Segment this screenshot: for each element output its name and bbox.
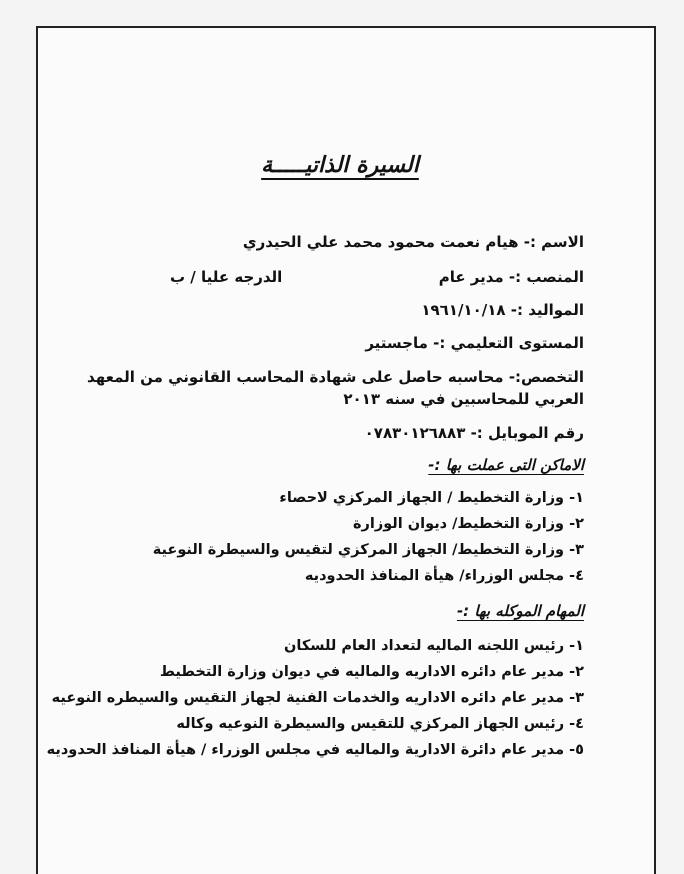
workplace-item-3: ٣- وزارة التخطيط/ الجهاز المركزي لتقيس والسيطرة النوعية <box>152 542 584 558</box>
task-item-1: ١- رئيس اللجنه الماليه لتعداد العام للسكان <box>284 638 584 654</box>
task-item-2: ٢- مدير عام دائره الاداريه والماليه في ديوان وزارة التخطيط <box>159 664 584 680</box>
tasks-heading: المهام الموكله بها :- <box>456 602 584 620</box>
mobile-line: رقم الموبايل :- ٠٧٨٣٠١٢٦٨٨٣ <box>364 424 584 442</box>
specialization-line: التخصص:- محاسبه حاصل على شهادة المحاسب القانوني من المعهد العربي للمحاسبين في سنه ٢٠١٣ <box>87 368 584 408</box>
birth-line: المواليد :- ١٩٦١/١٠/١٨ <box>421 301 584 319</box>
name-line: الاسم :- هيام نعمت محمود محمد علي الحيدري <box>242 233 584 251</box>
grade-line: الدرجه عليا / ب <box>170 268 283 286</box>
task-item-4: ٤- رئيس الجهاز المركزي للتقيس والسيطرة النوعيه وكاله <box>176 716 584 732</box>
workplaces-heading: الاماكن التى عملت بها :- <box>428 456 584 474</box>
workplace-item-2: ٢- وزارة التخطيط/ ديوان الوزارة <box>352 516 584 532</box>
workplace-item-1: ١- وزارة التخطيط / الجهاز المركزي لاحصاء <box>279 490 584 506</box>
education-line: المستوى التعليمي :- ماجستير <box>365 334 584 352</box>
task-item-3: ٣- مدير عام دائره الاداريه والخدمات الفنية لجهاز التقيس والسيطره النوعيه <box>51 690 584 706</box>
document-title: السيرة الذاتيـــــة <box>261 152 419 178</box>
task-item-5: ٥- مدير عام دائرة الادارية والماليه في مجلس الوزراء / هيأة المنافذ الحدوديه <box>46 742 584 758</box>
position-line: المنصب :- مدير عام <box>438 268 584 286</box>
workplace-item-4: ٤- مجلس الوزراء/ هيأة المنافذ الحدوديه <box>304 568 584 584</box>
